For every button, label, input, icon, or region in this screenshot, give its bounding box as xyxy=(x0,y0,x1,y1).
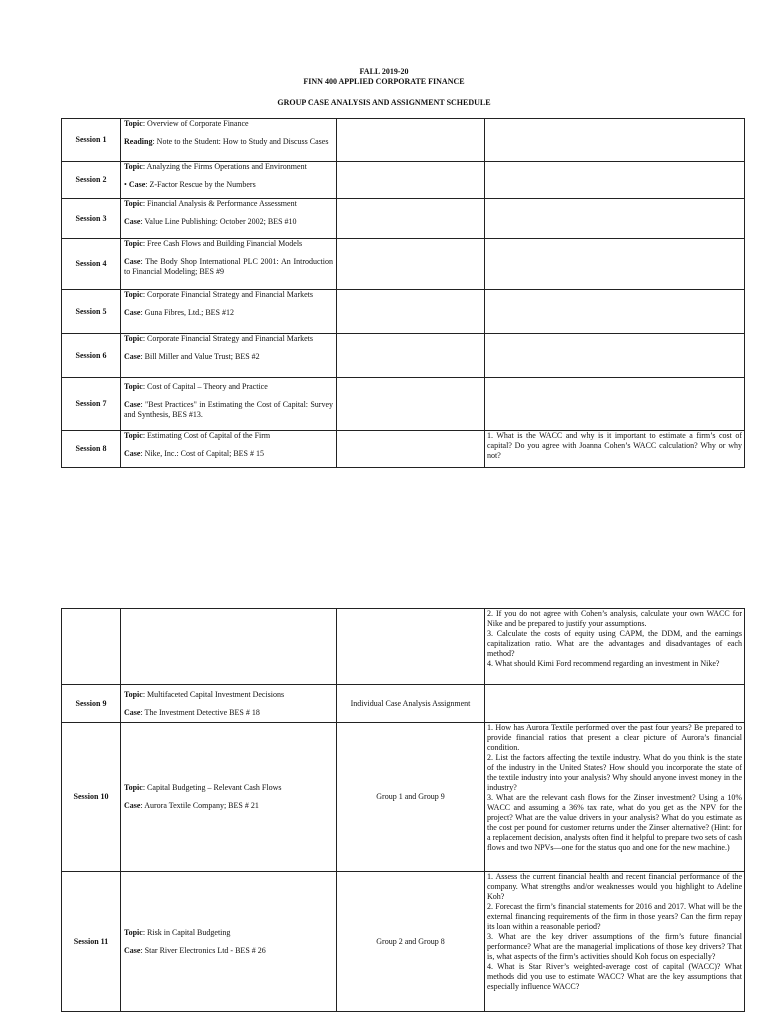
topic-label: Topic xyxy=(124,382,143,391)
assignment-cell xyxy=(337,199,485,239)
assignment-cell xyxy=(337,334,485,378)
questions-cell xyxy=(485,199,745,239)
case-text: : The Investment Detective BES # 18 xyxy=(140,707,260,717)
question-item: 3. What are the key driver assumptions of the firm’s future financial performance? What are the managerial implications of those key drivers? That is, what aspects of the firm’s activities should Koh focus on especially? xyxy=(487,932,742,961)
session-row xyxy=(62,723,745,872)
assignment-cell xyxy=(337,378,485,431)
case-label: Case xyxy=(124,707,141,717)
questions-cell xyxy=(485,609,745,685)
question-item: 2. List the factors affecting the textile industry. What do you think is the state of the industry in the United States? How should you incorporate the state of the textile industry into your analysis? Why should anyone invest money in the industry? xyxy=(487,753,742,792)
questions-cell xyxy=(485,239,745,290)
term-heading: FALL 2019-20 xyxy=(359,67,409,76)
session-label: Session 7 xyxy=(62,378,121,431)
session-label: Session 8 xyxy=(62,431,121,468)
case-text: : Value Line Publishing: October 2002; BES #10 xyxy=(140,217,297,226)
topic-text: : Multifaceted Capital Investment Decisions xyxy=(142,689,285,699)
session-label: Session 6 xyxy=(62,334,121,378)
questions-cell: 1. What is the WACC and why is it important to estimate a firm’s cost of capital? Do you agree with Joanna Cohen’s WACC calculation? Why or why not? xyxy=(485,431,745,468)
questions-cell xyxy=(485,378,745,431)
session-topic-cell xyxy=(121,334,337,378)
session-topic-cell xyxy=(121,378,337,431)
topic-text: : Overview of Corporate Finance xyxy=(142,119,249,128)
questions-cell xyxy=(485,290,745,334)
questions-cell xyxy=(485,162,745,199)
session-row xyxy=(62,119,745,162)
session-row xyxy=(62,685,745,723)
topic-text: : Risk in Capital Budgeting xyxy=(142,927,231,937)
topic-label: Topic xyxy=(124,689,143,699)
session-topic-cell xyxy=(121,119,337,162)
case-label: Case xyxy=(124,217,141,226)
case-label: Case xyxy=(124,257,141,266)
assignment-cell xyxy=(337,609,485,685)
session-label xyxy=(62,609,121,685)
case-label: Case xyxy=(124,400,141,409)
case-label: Case xyxy=(124,449,141,458)
case-label: Case xyxy=(128,180,146,189)
question-item: 4. What should Kimi Ford recommend regarding an investment in Nike? xyxy=(487,659,720,668)
case-text: : The Body Shop International PLC 2001: An Introduction to Financial Modeling; BES #9 xyxy=(124,257,333,276)
question-item: 3. What are the relevant cash flows for the Zinser investment? Using a 10% WACC and assuming a 36% tax rate, what do you get as the NPV for the project? What are the value drivers in your analysis? What do you estimate as the cost per pound for customer returns under the Zinser alternative? (Hint: for a replacement decision, analysts often find it helpful to prepare two sets of cash flows and two NPVs—one for the status quo and one for the new machine.) xyxy=(487,793,742,852)
session-row xyxy=(62,162,745,199)
reading-text: : Note to the Student: How to Study and Discuss Cases xyxy=(152,137,329,146)
case-label: Case xyxy=(124,308,141,317)
topic-text: : Analyzing the Firms Operations and Environment xyxy=(142,162,307,171)
question-item: 3. Calculate the costs of equity using CAPM, the DDM, and the earnings capitalization ratio. What are the advantages and disadvantages of each method? xyxy=(487,629,742,658)
topic-text: : Cost of Capital – Theory and Practice xyxy=(142,382,268,391)
topic-label: Topic xyxy=(124,119,143,128)
assignment-cell xyxy=(337,431,485,468)
session-topic-cell xyxy=(121,609,337,685)
session-label: Session 5 xyxy=(62,290,121,334)
case-label: Case xyxy=(124,945,141,955)
session-topic-cell xyxy=(121,872,337,1012)
case-text: : Z-Factor Rescue by the Numbers xyxy=(145,180,256,189)
case-text: : Guna Fibres, Ltd.; BES #12 xyxy=(140,308,235,317)
case-text: : Aurora Textile Company; BES # 21 xyxy=(140,801,259,810)
session-topic-cell xyxy=(121,239,337,290)
session-row xyxy=(62,334,745,378)
session-topic-cell xyxy=(121,685,337,723)
topic-label: Topic xyxy=(124,334,143,343)
schedule-table-1 xyxy=(61,118,745,468)
case-text: : "Best Practices" in Estimating the Cost of Capital: Survey and Synthesis, BES #13. xyxy=(124,400,333,419)
session-topic-cell xyxy=(121,199,337,239)
session-row xyxy=(62,431,745,468)
session-row xyxy=(62,199,745,239)
question-item: 2. If you do not agree with Cohen’s analysis, calculate your own WACC for Nike and be prepared to justify your assumptions. xyxy=(487,609,742,628)
session-label: Session 3 xyxy=(62,199,121,239)
topic-text: : Free Cash Flows and Building Financial Models xyxy=(142,239,303,248)
session-topic-cell xyxy=(121,431,337,468)
session-label: Session 9 xyxy=(62,685,121,723)
continued-row xyxy=(62,609,745,685)
topic-label: Topic xyxy=(124,199,143,208)
case-text: : Bill Miller and Value Trust; BES #2 xyxy=(140,352,260,361)
case-label: Case xyxy=(124,801,141,810)
session-label: Session 2 xyxy=(62,162,121,199)
assignment-cell xyxy=(337,162,485,199)
assignment-cell xyxy=(337,290,485,334)
topic-text: : Corporate Financial Strategy and Financial Markets xyxy=(142,334,314,343)
questions-cell xyxy=(485,872,745,1012)
session-topic-cell xyxy=(121,162,337,199)
assignment-cell: Group 2 and Group 8 xyxy=(337,872,485,1012)
questions-cell xyxy=(485,119,745,162)
assignment-cell: Individual Case Analysis Assignment xyxy=(337,685,485,723)
assignment-cell: Group 1 and Group 9 xyxy=(337,723,485,872)
questions-cell xyxy=(485,685,745,723)
schedule-title: GROUP CASE ANALYSIS AND ASSIGNMENT SCHEDULE xyxy=(277,98,491,107)
topic-label: Topic xyxy=(124,290,143,299)
session-topic-cell xyxy=(121,290,337,334)
session-row xyxy=(62,378,745,431)
session-label: Session 1 xyxy=(62,119,121,162)
assignment-cell xyxy=(337,119,485,162)
bullet-icon: • xyxy=(124,180,129,189)
topic-label: Topic xyxy=(124,162,143,171)
topic-label: Topic xyxy=(124,783,143,792)
topic-text: : Financial Analysis & Performance Assessment xyxy=(142,199,297,208)
topic-label: Topic xyxy=(124,927,143,937)
session-row xyxy=(62,872,745,1012)
topic-label: Topic xyxy=(124,239,143,248)
schedule-table-2 xyxy=(61,608,745,1012)
case-text: : Nike, Inc.: Cost of Capital; BES # 15 xyxy=(140,449,264,458)
assignment-cell xyxy=(337,239,485,290)
course-heading: FINN 400 APPLIED CORPORATE FINANCE xyxy=(303,77,465,86)
session-row xyxy=(62,239,745,290)
case-label: Case xyxy=(124,352,141,361)
question-item: 4. What is Star River’s weighted-average cost of capital (WACC)? What methods did you use to estimate WACC? What are the key assumptions that especially influence WACC? xyxy=(487,962,742,991)
session-topic-cell xyxy=(121,723,337,872)
questions-cell xyxy=(485,723,745,872)
session-label: Session 10 xyxy=(62,723,121,872)
topic-text: : Corporate Financial Strategy and Financial Markets xyxy=(142,290,314,299)
session-row xyxy=(62,290,745,334)
question-item: 1. How has Aurora Textile performed over the past four years? Be prepared to provide financial ratios that present a clear picture of Aurora’s financial condition. xyxy=(487,723,742,752)
topic-text: : Capital Budgeting – Relevant Cash Flows xyxy=(142,783,282,792)
reading-label: Reading xyxy=(124,137,153,146)
questions-cell xyxy=(485,334,745,378)
case-text: : Star River Electronics Ltd - BES # 26 xyxy=(140,945,266,955)
question-item: 2. Forecast the firm’s financial statements for 2016 and 2017. What will be the external financing requirements of the firm in those years? Can the firm repay its loan within a reasonable period? xyxy=(487,902,742,931)
session-label: Session 4 xyxy=(62,239,121,290)
session-label: Session 11 xyxy=(62,872,121,1012)
topic-label: Topic xyxy=(124,431,143,440)
topic-text: : Estimating Cost of Capital of the Firm xyxy=(142,431,271,440)
question-item: 1. Assess the current financial health and recent financial performance of the company. What strengths and/or weaknesses would you highlight to Adeline Koh? xyxy=(487,872,742,901)
